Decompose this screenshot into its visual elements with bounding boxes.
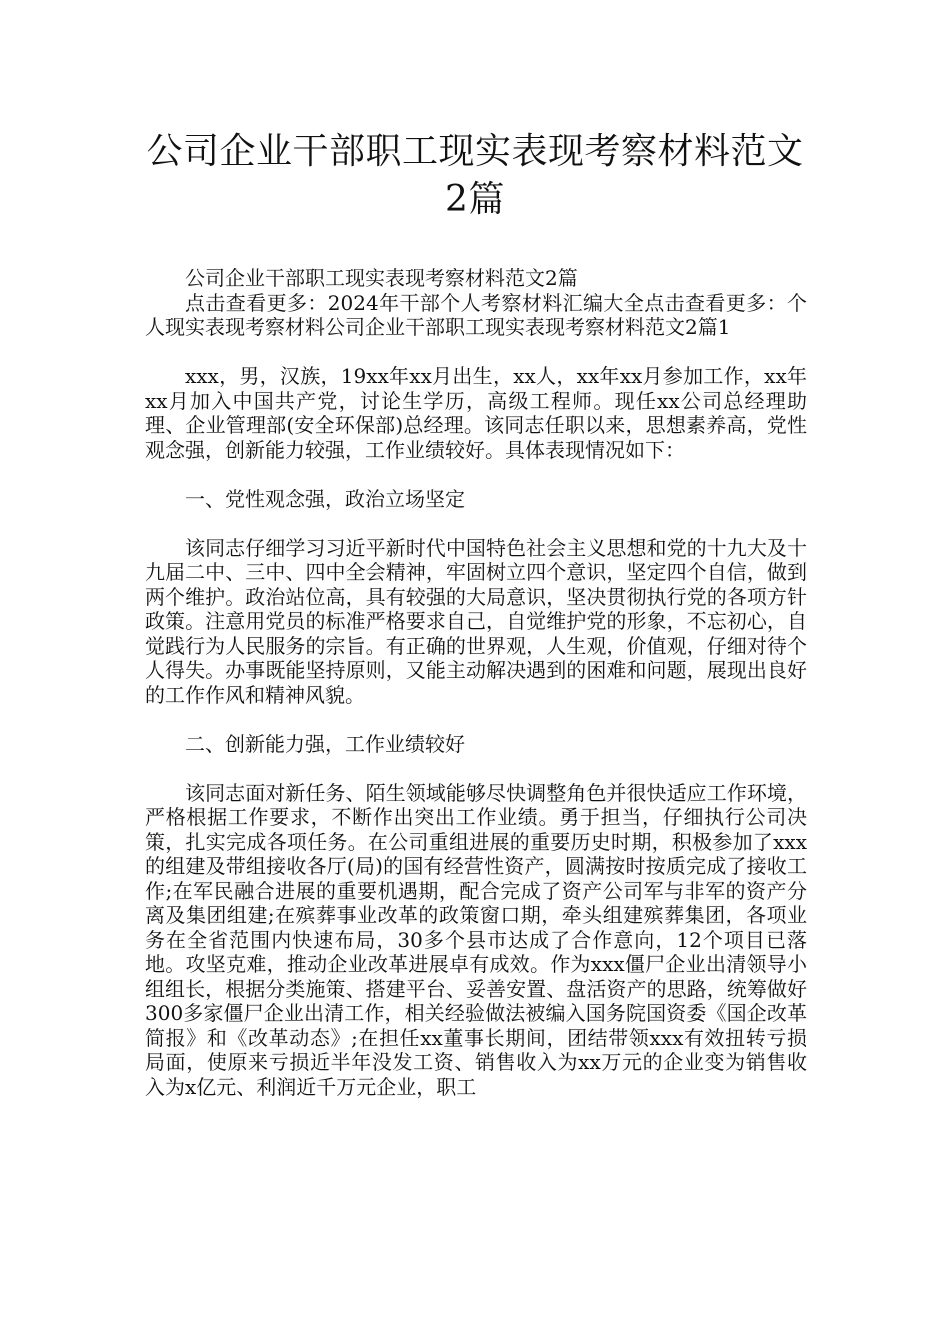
document-body xyxy=(145,266,807,1099)
document-title: 公司企业干部职工现实表现考察材料范文2篇 xyxy=(146,131,804,220)
document-subtitle: 公司企业干部职工现实表现考察材料范文2篇 xyxy=(185,266,578,290)
section-heading-2: 二、创新能力强，工作业绩较好 xyxy=(185,731,465,756)
section-heading-1: 一、党性观念强，政治立场坚定 xyxy=(185,486,465,511)
intro-paragraph: 点击查看更多：2024年干部个人考察材料汇编大全点击查看更多：个人现实表现考察材料公司企业干部职工现实表现考察材料范文2篇1 xyxy=(145,290,807,339)
section-1-paragraph: 该同志仔细学习习近平新时代中国特色社会主义思想和党的十九大及十九届二中、三中、四中全会精神，牢固树立四个意识，坚定四个自信，做到两个维护。政治站位高，具有较强的大局意识，坚决贯彻执行党的各项方针政策。注意用党员的标准严格要求自己，自觉维护党的形象，不忘初心，自觉践行为人民服务的宗旨。有正确的世界观，人生观，价值观，仔细对待个人得失。办事既能坚持原则，又能主动解决遇到的困难和问题，展现出良好的工作作风和精神风貌。 xyxy=(145,535,807,707)
profile-paragraph: xxx，男，汉族，19xx年xx月出生，xx人，xx年xx月参加工作，xx年xx月加入中国共产党，讨论生学历，高级工程师。现任xx公司总经理助理、企业管理部(安全环保部)总经理。该同志任职以来，思想素养高，党性观念强，创新能力较强，工作业绩较好。具体表现情况如下： xyxy=(145,364,807,462)
section-2-paragraph: 该同志面对新任务、陌生领域能够尽快调整角色并很快适应工作环境，严格根据工作要求，不断作出突出工作业绩。勇于担当，仔细执行公司决策，扎实完成各项任务。在公司重组进展的重要历史时期，积极参加了xxx的组建及带组接收各厅(局)的国有经营性资产，圆满按时按质完成了接收工作;在军民融合进展的重要机遇期，配合完成了资产公司军与非军的资产分离及集团组建;在殡葬事业改革的政策窗口期，牵头组建殡葬集团，各项业务在全省范围内快速布局，30多个县市达成了合作意向，12个项目已落地。攻坚克难，推动企业改革进展卓有成效。作为xxx僵尸企业出清领导小组组长，根据分类施策、搭建平台、妥善安置、盘活资产的思路，统筹做好300多家僵尸企业出清工作，相关经验做法被编入国务院国资委《国企改革简报》和《改革动态》;在担任xx董事长期间，团结带领xxx有效扭转亏损局面，使原来亏损近半年没发工资、销售收入为xx万元的企业变为销售收入为x亿元、利润近千万元企业，职工 xyxy=(145,780,807,1099)
